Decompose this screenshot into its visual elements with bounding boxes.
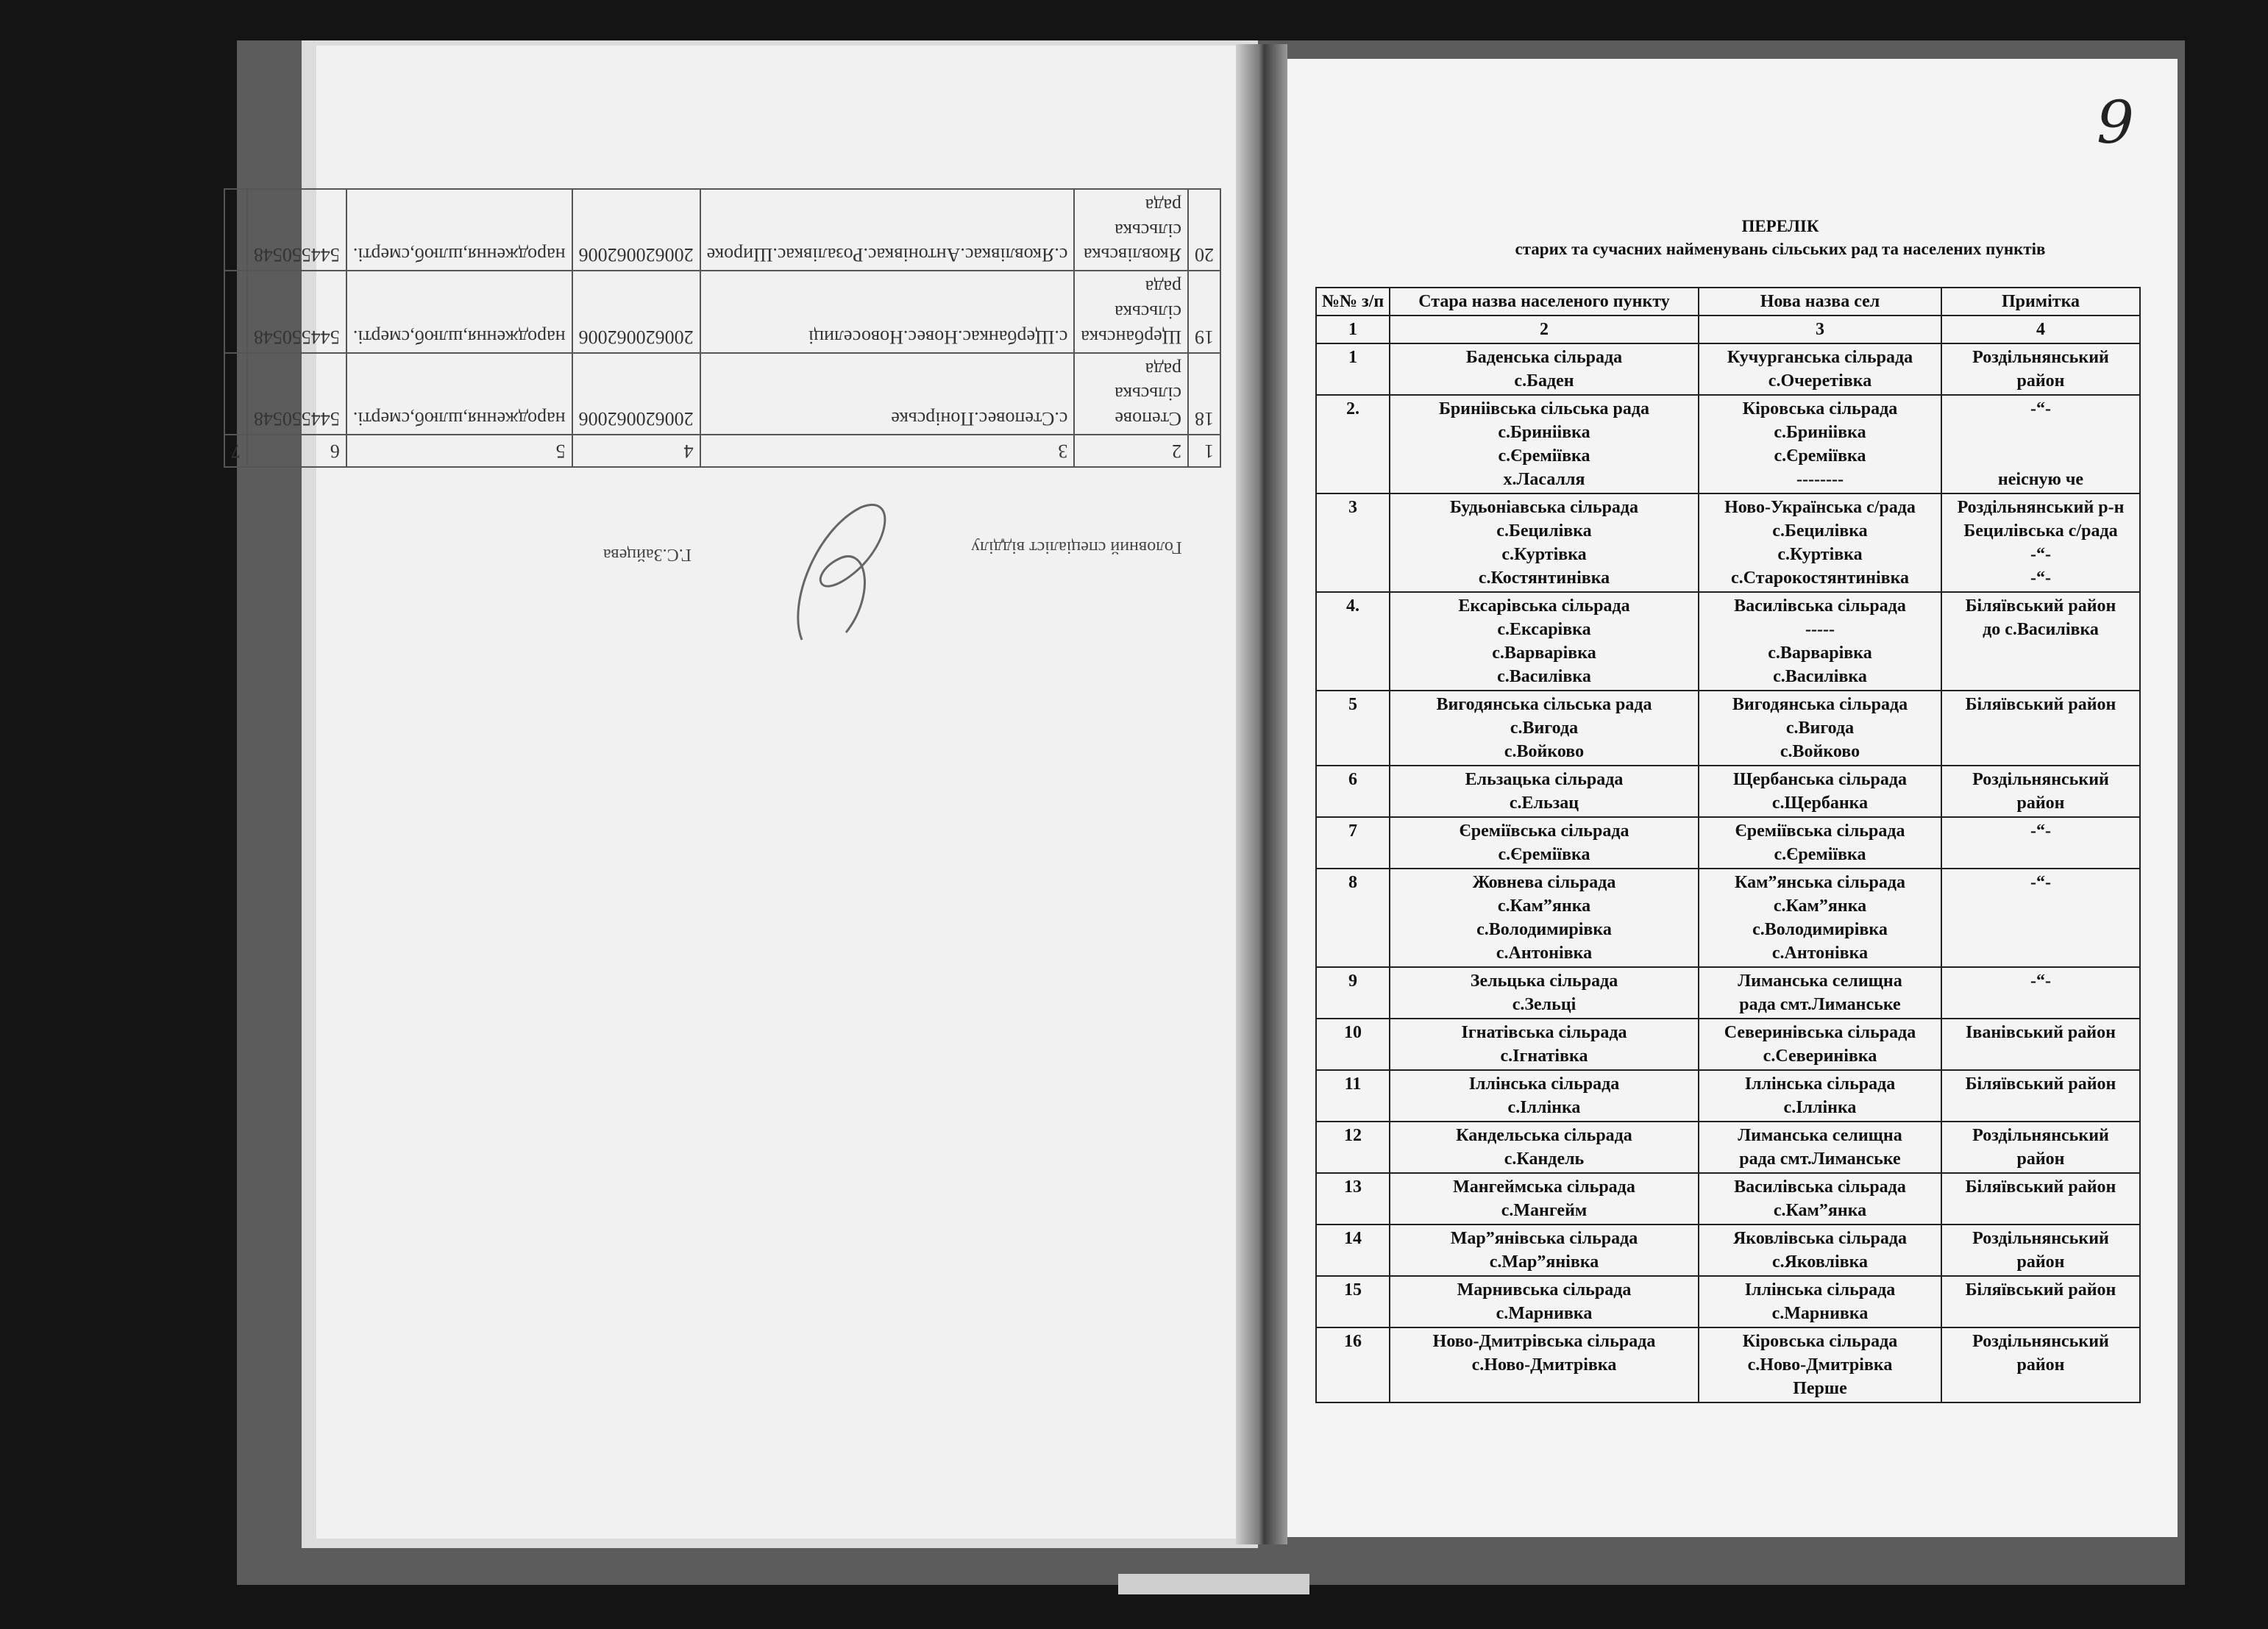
cell-line: рада смт.Лиманське [1739,1149,1901,1169]
cell-line: с.Єреміївка [1498,845,1590,864]
cell-line: -“- [2030,821,2051,841]
old-name-cell [1390,1327,1699,1402]
old-name-cell [1390,1019,1699,1070]
cell-line: 550 [282,244,311,266]
old-name-cell [1390,967,1699,1019]
cell-line: Роздільнянський [1972,770,2109,789]
cell-line: с.Антонівка [1771,944,1869,963]
cell-line: Марнивська сільрада [1457,1280,1632,1300]
cell-line: Василівська сільрада [1734,596,1906,616]
cell-line: с.Кам”янка [1497,897,1591,916]
row-number: 13 [1316,1173,1390,1225]
cell-line: с.Кам”янка [1773,1201,1867,1220]
row-number: 15 [1316,1276,1390,1327]
mirrored-header-cell: 7 [224,435,247,467]
mirrored-cell [247,353,346,435]
cell-line: Біляївський район [1965,1074,2116,1094]
new-name-cell [1699,1070,1941,1122]
row-number: 3 [1316,493,1390,592]
cell-line: Северинівська сільрада [1724,1023,1916,1042]
cell-line: с.Розалівка [786,244,877,266]
cell-line: 2006 [578,326,617,348]
note-cell [1941,592,2140,691]
cell-line: с.Єреміївка [1498,446,1590,466]
cell-line: до с.Василівка [1983,620,2099,639]
cell-line: Мар”янівська сільрада [1450,1229,1638,1248]
cell-line: 544 [310,244,340,266]
cell-line: Лиманська селищна [1738,972,1902,991]
mirrored-cell [224,189,247,271]
new-name-cell [1699,1276,1941,1327]
cell-line: Бриніівська сільська рада [1438,399,1650,418]
col-number: 1 [1316,316,1390,343]
names-table [1315,287,2141,1403]
cell-line: с.Вигода [1510,719,1579,738]
mirrored-cell: Щербанська сільська рада [1074,271,1188,352]
cell-line: с.Ігнатівка [1500,1047,1588,1066]
cell-line: Жовнева сільрада [1472,873,1616,892]
cell-line: -“- [2030,873,2051,892]
cell-line: Вигодянська сільська рада [1436,695,1652,714]
cell-line: Кам”янська сільрада [1734,873,1906,892]
old-name-cell [1390,817,1699,869]
mirrored-row [224,353,1220,435]
table-row [1316,691,2140,766]
old-name-cell [1390,869,1699,967]
row-number: 14 [1316,1225,1390,1276]
old-name-cell [1390,1276,1699,1327]
title-line-2: старих та сучасних найменувань сільських рад та населених пунктів [1515,240,2046,259]
row-number: 4. [1316,592,1390,691]
cell-line [1947,421,2135,444]
mirrored-header-cell: 3 [700,435,1075,467]
cell-line: с.Єреміївка [1774,845,1866,864]
note-cell [1941,817,2140,869]
new-name-cell [1699,1019,1941,1070]
row-number: 7 [1316,817,1390,869]
new-name-cell [1699,967,1941,1019]
row-number: 2. [1316,395,1390,493]
cell-line: 2006 [655,408,694,430]
mirrored-cell: 20 [1188,189,1220,271]
cell-line: с.Щербанка [971,326,1068,348]
mirrored-cell [346,189,572,271]
cell-line: 550 [282,326,311,348]
new-name-cell [1699,817,1941,869]
cell-line: Єреміївська сільрада [1459,821,1629,841]
cell-line: район [2016,1149,2065,1169]
row-number: 9 [1316,967,1390,1019]
new-name-cell [1699,395,1941,493]
cell-line: с.Ново-Дмитрівка [1471,1355,1617,1375]
old-name-cell [1390,395,1699,493]
row-number: 10 [1316,1019,1390,1070]
cell-line: район [2016,794,2065,813]
cell-line: с.Ексарівка [1497,620,1591,639]
new-name-cell [1699,766,1941,817]
title-line-1: ПЕРЕЛІК [1741,217,1819,235]
mirrored-cell [572,271,700,352]
cell-line: с.Кандель [1504,1149,1585,1169]
cell-line: 2006 [578,408,617,430]
table-row [1316,493,2140,592]
cell-line: с.Вигода [1785,719,1855,738]
cell-line: с.Яковлівка [973,244,1068,266]
mirrored-cell [224,353,247,435]
cell-line: Іллінська сільрада [1744,1074,1896,1094]
cell-line: 2006 [616,326,655,348]
table-row [1316,1276,2140,1327]
col-number: 4 [1941,316,2140,343]
cell-line: с.Широке [706,244,786,266]
cell-line: -“- [2030,545,2051,564]
mirrored-cell: Яковлівська сільська рада [1074,189,1188,271]
cell-line: с.Степове [987,408,1068,430]
cell-line: 2006 [655,326,694,348]
cell-line: 550 [282,408,311,430]
note-cell [1941,1225,2140,1276]
old-name-cell [1390,343,1699,395]
cell-line: Василівська сільрада [1734,1177,1906,1197]
cell-line: Біляївський район [1965,695,2116,714]
cell-line: Єреміївська сільрада [1735,821,1905,841]
note-cell [1941,343,2140,395]
cell-line: ----- [1805,620,1835,639]
cell-line: Кірoвська сільрада [1742,399,1898,418]
cell-line: с.Войково [1780,742,1860,761]
cell-line [1947,444,2135,468]
cell-line: Роздільнянський [1972,1229,2109,1248]
cell-line: -“- [2030,972,2051,991]
cell-line: с.Іллінка [1783,1098,1857,1117]
cell-line: Кандельська сільрада [1456,1126,1632,1145]
mirrored-cell [247,271,346,352]
cell-line: народження, [463,244,566,266]
note-cell [1941,1019,2140,1070]
cell-line: с.Іллінка [1507,1098,1581,1117]
mirrored-header-cell: 5 [346,435,572,467]
table-row [1316,1122,2140,1173]
cell-line: район [2016,1355,2065,1375]
mirrored-row [224,189,1220,271]
cell-line: народження, [463,326,566,348]
note-cell [1941,967,2140,1019]
note-cell [1941,1173,2140,1225]
new-name-cell [1699,343,1941,395]
header-old: Стара назва населеного пункту [1390,288,1699,316]
header-num: №№ з/п [1316,288,1390,316]
cell-line: Роздільнянський [1972,1332,2109,1351]
cell-line: шлюб, [410,326,463,348]
cell-line: Роздільнянський [1972,348,2109,367]
cell-line: Щербанська сільрада [1733,770,1907,789]
cell-line: 548 [253,244,282,266]
table-row [1316,869,2140,967]
table-row [1316,343,2140,395]
cell-line: смерті. [352,408,410,430]
row-number: 12 [1316,1122,1390,1173]
cell-line: с.Очеретівка [1768,371,1872,391]
cell-line: Роздільнянський р-н [1957,498,2125,517]
cell-line: Роздільнянський [1972,1126,2109,1145]
cell-line: х.Ласалля [1503,470,1585,489]
old-name-cell [1390,1070,1699,1122]
mirrored-header-cell: 4 [572,435,700,467]
cell-line: Будьоніaвська сільрада [1449,498,1639,517]
cell-line: Іллінська сільрада [1468,1074,1620,1094]
new-name-cell [1699,691,1941,766]
mirrored-header-row [224,435,1220,467]
table-row [1316,1019,2140,1070]
cell-line: с.Новоселиці [808,326,917,348]
old-name-cell [1390,1173,1699,1225]
old-name-cell [1390,592,1699,691]
cell-line: неісную че [1997,470,2084,489]
old-name-cell [1390,1225,1699,1276]
mirrored-cell [346,353,572,435]
mirrored-cell [700,353,1075,435]
cell-line: 2006 [578,244,617,266]
cell-line: с.Володимирівка [1476,920,1612,939]
row-number: 5 [1316,691,1390,766]
document-title [1398,215,2163,260]
mirrored-signature-title: Головний спеціаліст відділу [971,538,1182,557]
new-name-cell [1699,1173,1941,1225]
cell-line: Кірoвська сільрада [1742,1332,1898,1351]
cell-line: Яковлівська сільрада [1732,1229,1908,1248]
cell-line: Зельцька сільрада [1470,972,1618,991]
mirrored-cell [700,271,1075,352]
old-name-cell [1390,493,1699,592]
cell-line: Ельзацька сільрада [1465,770,1624,789]
mirrored-cell: Степове сільська рада [1074,353,1188,435]
table-row [1316,1173,2140,1225]
cell-line: с.Василівка [1497,667,1591,686]
cell-line: с.Ельзац [1509,794,1579,813]
cell-line: с.Северинівка [1763,1047,1877,1066]
cell-line: смерті. [352,326,410,348]
header-note: Примітка [1941,288,2140,316]
note-cell [1941,691,2140,766]
signature-scribble [772,485,905,655]
cell-line: -------- [1796,470,1844,489]
cell-line: район [2016,371,2065,391]
cell-line: с.Мар”янівка [1489,1252,1599,1272]
mirrored-cell [224,271,247,352]
mirrored-cell [572,353,700,435]
cell-line: Мангеймська сільрада [1453,1177,1635,1197]
mirrored-header-cell: 6 [247,435,346,467]
row-number: 8 [1316,869,1390,967]
cell-line: с.Бриніівка [1498,423,1590,442]
cell-line: 544 [310,408,340,430]
cell-line: с.Костянтинівка [1478,568,1610,588]
column-number-row [1316,316,2140,343]
cell-line: Вигодянська сільрада [1732,695,1908,714]
cell-line: Лиманська селищна [1738,1126,1902,1145]
cell-line: с.Варварівка [1768,644,1872,663]
cell-line: с.Антонівка [1496,944,1593,963]
old-name-cell [1390,691,1699,766]
cell-line: с.Єреміївка [1774,446,1866,466]
mirrored-cell: 18 [1188,353,1220,435]
cell-line: Біляївський район [1965,1177,2116,1197]
old-name-cell [1390,766,1699,817]
cell-line: Бецилівська с/рада [1963,521,2118,541]
cell-line: с.Старокостянтинівка [1730,568,1910,588]
cell-line: с.Марнивка [1771,1304,1869,1323]
cell-line: 2006 [655,244,694,266]
cell-line: с.Щербанка [1771,794,1869,813]
note-cell [1941,395,2140,493]
row-number: 11 [1316,1070,1390,1122]
col-number: 2 [1390,316,1699,343]
cell-line: 544 [310,326,340,348]
mirrored-cell [346,271,572,352]
cell-line: Ново-Українська с/рада [1724,498,1916,517]
table-row [1316,766,2140,817]
new-name-cell [1699,869,1941,967]
table-header-row [1316,288,2140,316]
cell-line: с.Войково [1504,742,1585,761]
new-name-cell [1699,493,1941,592]
old-name-cell [1390,1122,1699,1173]
mirrored-cell [700,189,1075,271]
cell-line: Кучурганська сільрада [1727,348,1913,367]
new-name-cell [1699,1225,1941,1276]
cell-line: Іллінська сільрада [1744,1280,1896,1300]
table-row [1316,1070,2140,1122]
page-number: 9 [2097,88,2134,157]
mirrored-header-cell: 1 [1188,435,1220,467]
new-name-cell [1699,1327,1941,1402]
cell-line: шлюб, [410,408,463,430]
new-name-cell [1699,592,1941,691]
cell-line: -“- [2030,568,2051,588]
cell-line: Ново-Дмитрівська сільрада [1432,1332,1656,1351]
cell-line: Ігнатівська сільрада [1461,1023,1627,1042]
cell-line: с.Кам”янка [1773,897,1867,916]
cell-line: с.Куртівка [1501,545,1587,564]
note-cell [1941,1276,2140,1327]
cell-line: с.Варварівка [1492,644,1596,663]
cell-line: с.Володимирівка [1752,920,1888,939]
cell-line: район [2016,1252,2065,1272]
cell-line: 2006 [616,408,655,430]
table-row [1316,592,2140,691]
cell-line: Біляївський район [1965,1280,2116,1300]
cell-line: Ексарівська сільрада [1458,596,1630,616]
mirrored-row [224,271,1220,352]
cell-line: с.Ново-Дмитрівка [1747,1355,1893,1375]
new-name-cell [1699,1122,1941,1173]
col-number: 3 [1699,316,1941,343]
cell-line: -“- [2030,399,2051,418]
cell-line: Біляївський район [1965,596,2116,616]
cell-line: Перше [1793,1379,1847,1398]
note-cell [1941,869,2140,967]
cell-line: с.Куртівка [1777,545,1863,564]
header-new: Нова назва сел [1699,288,1941,316]
table-row [1316,395,2140,493]
row-number: 1 [1316,343,1390,395]
row-number: 16 [1316,1327,1390,1402]
cell-line: 2006 [616,244,655,266]
cell-line: рада смт.Лиманське [1739,995,1901,1014]
cell-line: с.Бриніівка [1774,423,1866,442]
mirrored-cell [572,189,700,271]
cell-line: с.Понірське [891,408,988,430]
cell-line: с.Бецилівка [1496,521,1592,541]
cell-line: с.Нове [916,326,972,348]
note-cell [1941,1070,2140,1122]
cell-line: 548 [253,326,282,348]
mirrored-cell: 19 [1188,271,1220,352]
table-row [1316,1225,2140,1276]
cell-line: с.Бецилівка [1772,521,1868,541]
cell-line: с.Баден [1514,371,1574,391]
row-number: 6 [1316,766,1390,817]
table-row [1316,967,2140,1019]
mirrored-header-cell: 2 [1074,435,1188,467]
cell-line: с.Василівка [1773,667,1867,686]
mirrored-signature-name: Г.С.Зайцева [603,545,692,564]
binding-clip [1118,1574,1309,1594]
table-row [1316,1327,2140,1402]
mirrored-cell [247,189,346,271]
note-cell [1941,1327,2140,1402]
cell-line: с.Яковлівка [1771,1252,1869,1272]
book-spine [1236,44,1287,1544]
table-row [1316,817,2140,869]
note-cell [1941,766,2140,817]
cell-line: с.Антонівка [876,244,974,266]
cell-line: народження, [463,408,566,430]
cell-line: Іванівський район [1966,1023,2116,1042]
note-cell [1941,1122,2140,1173]
cell-line: шлюб, [410,244,463,266]
cell-line: с.Зельці [1512,995,1576,1014]
cell-line: Баденська сільрада [1465,348,1623,367]
cell-line: смерті. [352,244,410,266]
mirrored-table [230,188,1221,468]
cell-line: 548 [253,408,282,430]
cell-line: с.Марнивка [1496,1304,1593,1323]
cell-line: с.Мангейм [1501,1201,1588,1220]
note-cell [1941,493,2140,592]
